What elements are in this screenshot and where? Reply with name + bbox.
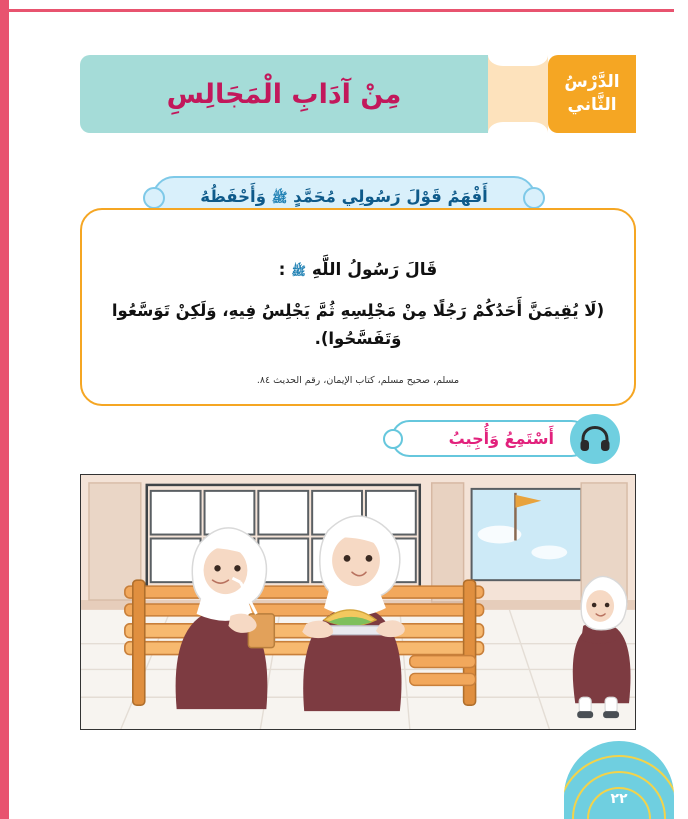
- page-number: ٢٢: [610, 791, 628, 807]
- headphones-icon: [570, 414, 620, 464]
- hadith-text: (لَا يُقِيمَنَّ أَحَدُكُمْ رَجُلًا مِنْ مَجْلِسِهِ ثُمَّ يَجْلِسُ فِيهِ، وَلَكِنْ تَوَسَّعُوا وَتَفَسَّحُوا).: [111, 301, 605, 349]
- hadith-colon: :: [278, 260, 286, 280]
- lesson-header: [80, 55, 636, 133]
- page-top-rule: [9, 9, 674, 12]
- hadith-source: مسلم، صحيح مسلم، كتاب الإيمان، رقم الحديث ٨٤.: [256, 375, 460, 387]
- honorific-icon: ﷺ: [291, 264, 306, 278]
- page-right-margin: [674, 0, 688, 819]
- page-title: مِنْ آدَابِ الْمَجَالِسِ: [166, 78, 402, 110]
- footer-decoration: [564, 741, 674, 819]
- honorific-icon: ﷺ: [271, 191, 288, 206]
- listen-activity-row: [0, 414, 636, 462]
- lesson-title-banner: [80, 55, 488, 133]
- lesson-illustration: [80, 474, 636, 730]
- lesson-label-line2: الثَّاني: [567, 95, 617, 115]
- lesson-number-tab: [548, 55, 636, 133]
- objective-text-before: أَفْهَمُ قَوْلَ رَسُولِي مُحَمَّدٍ: [293, 187, 488, 206]
- hadith-frame: [80, 208, 636, 406]
- hadith-body: [106, 260, 610, 386]
- objective-text-after: وَأَحْفَظُهُ: [200, 187, 266, 206]
- hadith-intro: قَالَ رَسُولُ اللَّهِ: [311, 260, 438, 280]
- lesson-tab-connector: [488, 55, 548, 133]
- hadith-intro-line: [106, 260, 610, 281]
- listen-activity-label: أَسْتَمِعُ وَأُجِيبُ: [391, 420, 590, 457]
- lesson-label-line1: الدَّرْسُ: [564, 72, 620, 93]
- page-left-edge-band: [0, 0, 9, 819]
